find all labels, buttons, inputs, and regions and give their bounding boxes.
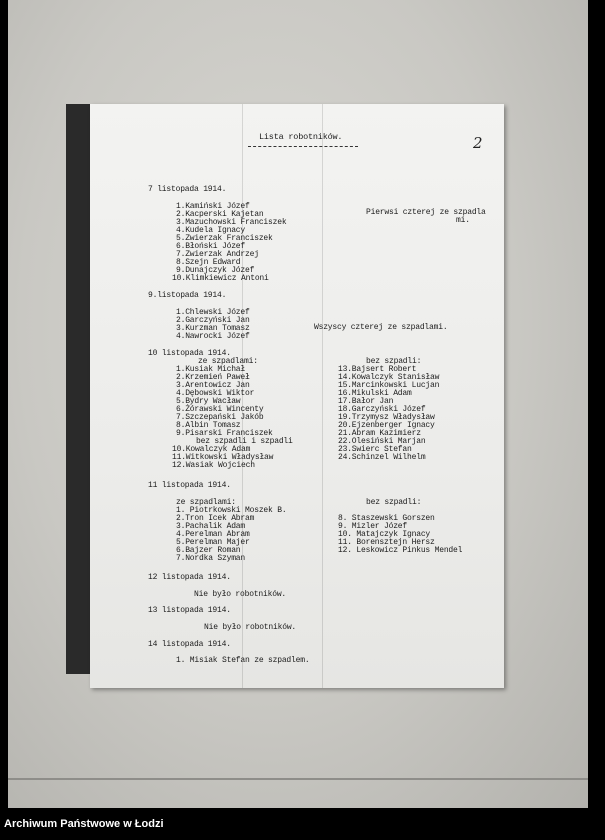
document-line: 16.Mikulski Adam: [338, 389, 412, 398]
document-line: 6.Żórawski Wincenty: [176, 405, 264, 414]
document-line: 1. Piotrkowski Moszek B.: [176, 506, 287, 515]
document-line: mi.: [456, 216, 470, 225]
document-line: 18.Garczyński Józef: [338, 405, 426, 414]
document-line: bez szpadli:: [366, 357, 422, 366]
document-line: 3.Kurzman Tomasz: [176, 324, 250, 333]
sheet-fold: [322, 104, 323, 688]
document-line: 14.Kowalczyk Stanisław: [338, 373, 440, 382]
document-line: 1. Misiak Stefan ze szpadlem.: [176, 656, 310, 665]
document-line: 15.Marcinkowski Lucjan: [338, 381, 440, 390]
document-line: 4.Nawrocki Józef: [176, 332, 250, 341]
document-line: 5.Perelman Majer: [176, 538, 250, 547]
document-line: 12. Leskowicz Pinkus Mendel: [338, 546, 463, 555]
document-line: 13.Bajsert Robert: [338, 365, 417, 374]
footer-bar: [0, 808, 605, 840]
document-line: 10 listopada 1914.: [148, 349, 231, 358]
document-line: 6.Błoński Józef: [176, 242, 246, 251]
document-line: 7.Nordka Szyman: [176, 554, 246, 563]
document-line: 17.Bałor Jan: [338, 397, 394, 406]
document-line: 4.Dębowski Wiktor: [176, 389, 255, 398]
document-line: 20.Ejzenberger Ignacy: [338, 421, 435, 430]
document-title: Lista robotników.: [259, 132, 343, 142]
document-line: 24.Schinzel Wilhelm: [338, 453, 426, 462]
document-line: 2.Kacperski Kajetan: [176, 210, 264, 219]
document-line: 12.Wasiak Wojciech: [172, 461, 255, 470]
document-line: 9.listopada 1914.: [148, 291, 227, 300]
document-line: bez szpadli:: [366, 498, 422, 507]
document-line: Pierwsi czterej ze szpadla: [366, 208, 486, 217]
board-divider: [8, 778, 588, 780]
document-line: 10. Matajczyk Ignacy: [338, 530, 431, 539]
document-line: 3.Arentowicz Jan: [176, 381, 250, 390]
document-line: ze szpadlami:: [176, 498, 236, 507]
document-line: 5.Zwierzak Franciszek: [176, 234, 273, 243]
document-line: 4.Perelman Abram: [176, 530, 250, 539]
document-line: 14 listopada 1914.: [148, 640, 231, 649]
document-line: 12 listopada 1914.: [148, 573, 231, 582]
document-line: 2.Tron Icek Abram: [176, 514, 255, 523]
document-line: bez szpadli i szpadli: [196, 437, 293, 446]
document-line: 13 listopada 1914.: [148, 606, 231, 615]
document-line: 7.Szczepański Jakób: [176, 413, 264, 422]
document-line: 5.Bydry Wacław: [176, 397, 241, 406]
document-line: 9.Pisarski Franciszek: [176, 429, 273, 438]
document-line: 21.Abram Kazimierz: [338, 429, 421, 438]
document-line: 7.Zwierzak Andrzej: [176, 250, 259, 259]
document-line: 11.Witkowski Władysław: [172, 453, 274, 462]
document-line: 10.Kowalczyk Adam: [172, 445, 251, 454]
document-line: Wszyscy czterej ze szpadlami.: [314, 323, 448, 332]
document-line: 7 listopada 1914.: [148, 185, 227, 194]
document-line: 10.Klimkiewicz Antoni: [172, 274, 269, 283]
page-number: 2: [473, 134, 483, 152]
document-line: 8. Staszewski Gorszen: [338, 514, 435, 523]
document-line: ze szpadlami:: [198, 357, 258, 366]
document-line: 1.Chlewski Józef: [176, 308, 250, 317]
document-line: 9.Dunajczyk Józef: [176, 266, 255, 275]
document-line: 3.Pachalik Adam: [176, 522, 246, 531]
document-line: 22.Olesiński Marjan: [338, 437, 426, 446]
document-line: 11 listopada 1914.: [148, 481, 231, 490]
document-line: 1.Kusiak Michał: [176, 365, 246, 374]
document-line: 8.Albin Tomasz: [176, 421, 241, 430]
document-line: 2.Garczyński Jan: [176, 316, 250, 325]
document-line: Nie było robotników.: [204, 623, 297, 632]
document-line: 9. Mizler Józef: [338, 522, 408, 531]
archive-caption: Archiwum Państwowe w Łodzi: [4, 818, 164, 830]
document-line: 19.Trzymysz Władysław: [338, 413, 435, 422]
document-line: 8.Szejn Edward: [176, 258, 241, 267]
document-line: Nie było robotników.: [194, 590, 287, 599]
document-line: 2.Krzemień Paweł: [176, 373, 250, 382]
document-line: 11. Borensztejn Hersz: [338, 538, 435, 547]
document-line: 1.Kamiński Józef: [176, 202, 250, 211]
document-line: 4.Kudela Ignacy: [176, 226, 246, 235]
title-underline: [248, 146, 358, 147]
document-line: 3.Mazuchowski Franciszek: [176, 218, 287, 227]
document-line: 6.Bajzer Roman: [176, 546, 241, 555]
document-line: 23.Swierc Stefan: [338, 445, 412, 454]
